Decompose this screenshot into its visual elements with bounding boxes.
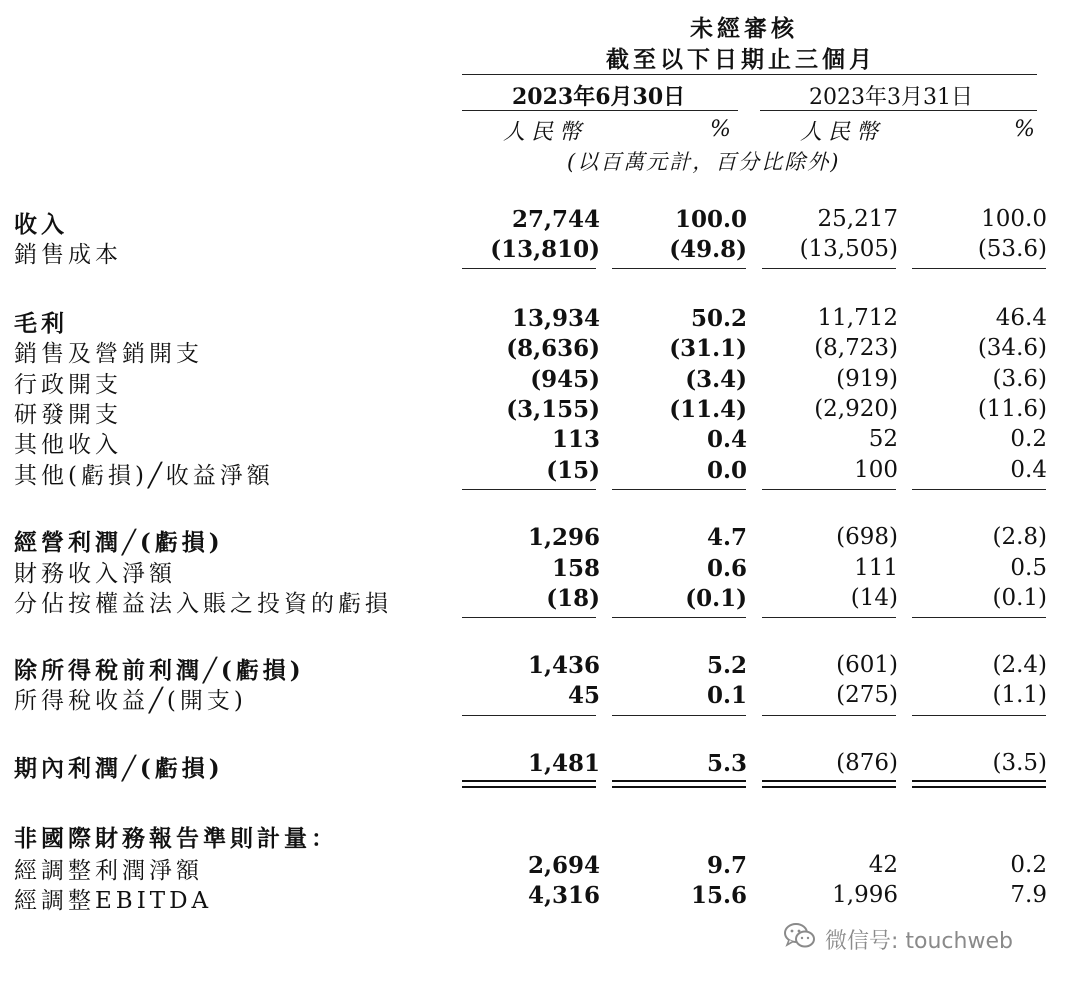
row-value-col1: (13,810) — [490, 236, 600, 263]
row-value-col2: 15.6 — [690, 882, 747, 909]
total-double-rule — [912, 780, 1046, 788]
row-value-col3: 11,712 — [817, 305, 898, 331]
row-label: 所得稅收益╱(開支) — [14, 688, 247, 714]
col-date-prior: 2023年3月31日 — [809, 85, 973, 110]
percent-label-current: % — [710, 117, 737, 142]
subtotal-rule — [462, 489, 596, 490]
row-label: 研發開支 — [14, 402, 122, 428]
row-value-col3: (2,920) — [814, 396, 898, 422]
row-value-col2: (3.4) — [685, 366, 747, 393]
row-value-col4: (3.6) — [992, 366, 1047, 392]
currency-label-current: 人民幣 — [503, 120, 588, 145]
date-rule-current — [462, 110, 738, 111]
row-value-col2: 9.7 — [706, 852, 747, 879]
row-value-col4: (53.6) — [977, 236, 1047, 262]
row-label: 經調整EBITDA — [14, 888, 213, 914]
row-value-col4: (1.1) — [992, 682, 1047, 708]
row-value-col4: 0.4 — [1010, 457, 1047, 483]
row-value-col1: (8,636) — [506, 335, 600, 362]
row-label: 行政開支 — [14, 372, 122, 398]
row-value-col2: 0.4 — [706, 426, 747, 453]
subtotal-rule — [462, 268, 596, 269]
total-double-rule — [762, 780, 896, 788]
row-value-col2: 5.3 — [706, 750, 747, 777]
watermark — [783, 922, 1013, 956]
row-value-col4: (0.1) — [992, 585, 1047, 611]
subtotal-rule — [462, 715, 596, 716]
row-value-col3: (8,723) — [814, 335, 898, 361]
row-label: 經營利潤╱(虧損) — [14, 529, 224, 556]
row-value-col1: 1,296 — [527, 524, 600, 551]
row-value-col4: (2.8) — [992, 524, 1047, 550]
row-value-col1: (18) — [546, 585, 600, 612]
row-label: 期內利潤╱(虧損) — [14, 755, 224, 782]
total-double-rule — [612, 780, 746, 788]
row-value-col3: (876) — [836, 750, 898, 776]
row-value-col2: 4.7 — [706, 524, 747, 551]
row-label: 銷售成本 — [14, 242, 122, 268]
row-value-col1: 27,744 — [511, 206, 600, 233]
row-value-col2: (49.8) — [669, 236, 747, 263]
subtotal-rule — [612, 617, 746, 618]
row-value-col2: (0.1) — [685, 585, 747, 612]
subtotal-rule — [912, 715, 1046, 716]
total-double-rule — [462, 780, 596, 788]
row-label: 除所得稅前利潤╱(虧損) — [14, 657, 305, 684]
row-value-col4: 0.2 — [1010, 852, 1047, 878]
subtotal-rule — [912, 617, 1046, 618]
row-label: 其他收入 — [14, 432, 122, 458]
row-value-col1: 113 — [551, 426, 600, 453]
audit-status-heading: 未經審核 — [690, 15, 798, 42]
row-value-col2: (31.1) — [669, 335, 747, 362]
row-value-col2: 100.0 — [674, 206, 747, 233]
subtotal-rule — [462, 617, 596, 618]
row-label: 其他(虧損)╱收益淨額 — [14, 463, 274, 489]
wechat-icon — [783, 922, 817, 956]
row-value-col3: (919) — [836, 366, 898, 392]
row-label: 分佔按權益法入賬之投資的虧損 — [14, 591, 392, 617]
row-label: 毛利 — [14, 310, 68, 337]
row-value-col2: 5.2 — [706, 652, 747, 679]
row-value-col4: (3.5) — [992, 750, 1047, 776]
row-label: 銷售及營銷開支 — [14, 341, 203, 367]
subtotal-rule — [612, 715, 746, 716]
row-value-col3: 42 — [868, 852, 898, 878]
row-value-col3: (601) — [836, 652, 898, 678]
currency-label-prior: 人民幣 — [800, 120, 885, 145]
row-label: 經調整利潤淨額 — [14, 858, 203, 884]
row-value-col1: 158 — [551, 555, 600, 582]
subtotal-rule — [762, 268, 896, 269]
row-value-col1: 2,694 — [527, 852, 600, 879]
row-value-col3: 111 — [854, 555, 898, 581]
row-value-col2: 0.6 — [706, 555, 747, 582]
row-value-col1: 4,316 — [527, 882, 600, 909]
row-value-col3: (14) — [850, 585, 898, 611]
row-value-col2: 0.1 — [706, 682, 747, 709]
row-value-col4: 0.5 — [1010, 555, 1047, 581]
row-value-col3: 1,996 — [832, 882, 898, 908]
subtotal-rule — [612, 489, 746, 490]
row-value-col4: 100.0 — [981, 206, 1047, 232]
row-value-col1: 1,436 — [527, 652, 600, 679]
row-value-col1: 13,934 — [511, 305, 600, 332]
row-value-col3: 25,217 — [817, 206, 898, 232]
row-value-col1: (945) — [530, 366, 600, 393]
row-value-col3: (698) — [836, 524, 898, 550]
row-value-col4: (34.6) — [977, 335, 1047, 361]
row-value-col2: 0.0 — [706, 457, 747, 484]
row-value-col4: (2.4) — [992, 652, 1047, 678]
row-value-col1: (3,155) — [506, 396, 600, 423]
row-value-col3: 52 — [868, 426, 898, 452]
row-value-col4: 46.4 — [995, 305, 1047, 331]
subtotal-rule — [762, 715, 896, 716]
col-date-current: 2023年6月30日 — [512, 84, 686, 110]
row-label: 非國際財務報告準則計量： — [14, 825, 338, 852]
date-rule-prior — [760, 110, 1037, 111]
period-heading: 截至以下日期止三個月 — [606, 46, 876, 73]
unit-note: (以百萬元計，百分比除外) — [567, 150, 841, 174]
subtotal-rule — [612, 268, 746, 269]
row-value-col2: (11.4) — [669, 396, 747, 423]
header-top-rule — [462, 74, 1037, 75]
row-value-col1: 1,481 — [527, 750, 600, 777]
subtotal-rule — [762, 617, 896, 618]
row-value-col4: (11.6) — [977, 396, 1047, 422]
subtotal-rule — [762, 489, 896, 490]
row-value-col4: 7.9 — [1010, 882, 1047, 908]
watermark-text: 微信号: touchweb — [825, 928, 1013, 954]
row-value-col3: (275) — [836, 682, 898, 708]
row-value-col4: 0.2 — [1010, 426, 1047, 452]
row-label: 收入 — [14, 211, 68, 238]
row-value-col2: 50.2 — [690, 305, 747, 332]
percent-label-prior: % — [1014, 117, 1041, 142]
row-value-col3: 100 — [854, 457, 898, 483]
row-value-col1: 45 — [567, 682, 600, 709]
row-value-col1: (15) — [546, 457, 600, 484]
row-value-col3: (13,505) — [799, 236, 898, 262]
subtotal-rule — [912, 489, 1046, 490]
subtotal-rule — [912, 268, 1046, 269]
row-label: 財務收入淨額 — [14, 561, 176, 587]
